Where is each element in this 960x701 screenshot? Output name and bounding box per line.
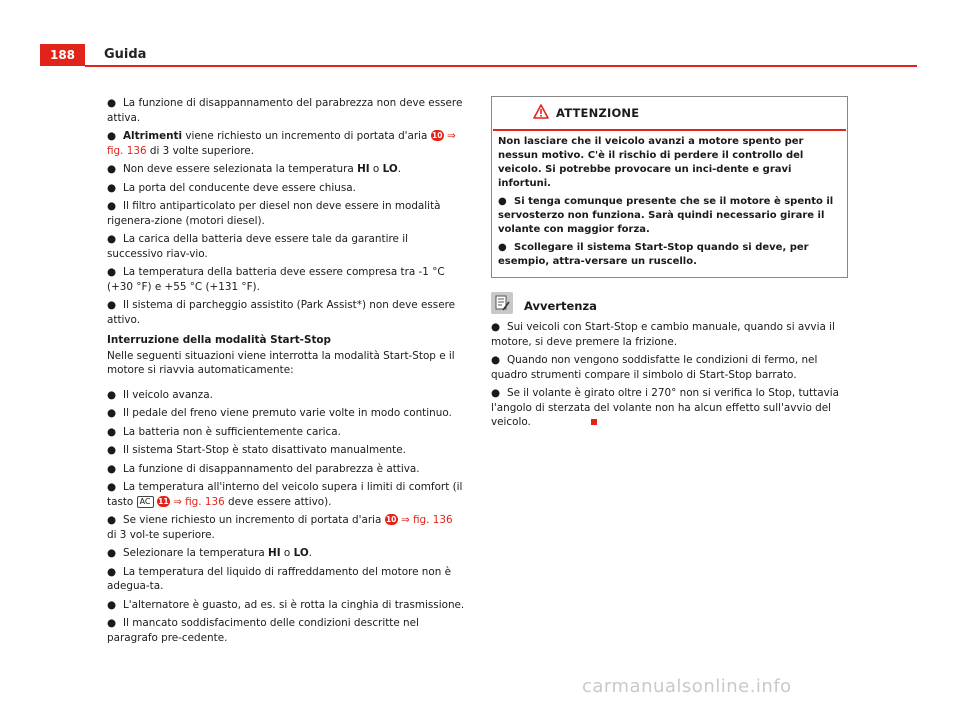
section-heading: Interruzione della modalità Start-Stop	[107, 334, 331, 346]
item-text: Il mancato soddisfacimento delle condizioni descritte nel paragrafo pre-cedente.	[107, 617, 419, 644]
item-text: .	[308, 547, 312, 559]
item-text: La funzione di disappannamento del parabrezza non deve essere attiva.	[107, 97, 463, 124]
callout-number-icon: 10	[385, 515, 397, 524]
item-text: o	[280, 547, 294, 559]
list-item	[107, 443, 465, 458]
item-text: deve essere attivo).	[224, 495, 332, 508]
warning-item-text: Si tenga comunque presente che se il motore è spento il servosterzo non funziona. Sarà quindi necessario girare il volante con maggior forza.	[498, 196, 834, 235]
list-item	[107, 406, 465, 421]
right-column	[491, 96, 848, 434]
item-text: La porta del conducente deve essere chiusa.	[123, 181, 356, 194]
item-text: La temperatura del liquido di raffreddamento del motore non è adegua-ta.	[107, 565, 452, 592]
bullet: ●	[107, 266, 117, 278]
bullet: ●	[107, 388, 117, 401]
warning-title: ATTENZIONE	[556, 106, 640, 120]
bullet: ●	[491, 354, 501, 366]
item-bold: HI	[357, 163, 370, 175]
list-item	[107, 598, 465, 613]
note-header	[491, 292, 848, 318]
bullet: ●	[107, 163, 117, 175]
page-number: 188	[40, 44, 85, 66]
list-item	[107, 265, 465, 294]
list-item	[107, 513, 465, 542]
item-text: La funzione di disappannamento del parabrezza è attiva.	[123, 462, 420, 475]
list-item	[107, 181, 465, 196]
item-text: Il pedale del freno viene premuto varie volte in modo continuo.	[123, 407, 452, 419]
list-item	[107, 565, 465, 594]
bullet: ●	[498, 242, 507, 253]
callout-number-icon: 10	[432, 131, 443, 140]
warning-item-text: Scollegare il sistema Start-Stop quando si deve, per esempio, attra-versare un ruscello.	[498, 242, 809, 267]
warning-box	[491, 96, 848, 278]
figure-reference-link[interactable]: ⇒ fig. 136	[169, 495, 225, 508]
item-bold: LO	[382, 163, 398, 175]
list-item	[107, 425, 465, 440]
bullet: ●	[107, 299, 117, 311]
list-item	[107, 546, 465, 561]
header-rule	[85, 65, 917, 67]
list-item	[107, 388, 465, 403]
paragraph: Nelle seguenti situazioni viene interrotta la modalità Start-Stop e il motore si riavvia automaticamente:	[107, 349, 455, 376]
ac-key-icon: AC	[137, 496, 154, 508]
item-bold: HI	[268, 547, 281, 559]
note-item	[491, 353, 848, 382]
item-text: Il veicolo avanza.	[123, 388, 213, 401]
bullet: ●	[498, 196, 507, 207]
item-text: La batteria non è sufficientemente carica.	[123, 425, 341, 438]
note-item-text: Sui veicoli con Start-Stop e cambio manuale, quando si avvia il motore, si deve premere la frizione.	[491, 321, 835, 348]
bullet: ●	[107, 598, 117, 611]
note-item-text: Se il volante è girato oltre i 270° non si verifica lo Stop, tuttavia l'angolo di sterzata del volante non ha alcun effetto sull'avvio del veicolo.	[491, 387, 840, 428]
warning-header	[492, 97, 847, 129]
bullet: ●	[107, 181, 117, 194]
item-text: di 3 volte superiore.	[146, 144, 255, 157]
item-text: viene richiesto un incremento di portata d'aria	[182, 130, 431, 142]
item-bold: LO	[293, 547, 309, 559]
item-text: La temperatura all'interno del veicolo supera i limiti di comfort (il tasto	[107, 481, 463, 508]
list-item	[107, 298, 465, 327]
list-item	[107, 129, 465, 158]
bullet: ●	[107, 617, 117, 629]
bullet: ●	[107, 514, 117, 526]
bullet: ●	[491, 387, 501, 399]
warning-item	[498, 241, 841, 269]
bullet: ●	[107, 233, 117, 245]
section-title: Guida	[104, 47, 147, 62]
item-text: Il filtro antiparticolato per diesel non deve essere in modalità rigenera-zione (motori diesel).	[107, 200, 441, 227]
bullet: ●	[107, 481, 117, 493]
item-text: Non deve essere selezionata la temperatura	[123, 163, 358, 175]
figure-reference-link[interactable]: ⇒ fig. 136	[107, 130, 456, 157]
item-text: L'alternatore è guasto, ad es. si è rotta la cinghia di trasmissione.	[123, 598, 465, 611]
item-text: La carica della batteria deve essere tale da garantire il successivo riav-vio.	[107, 233, 408, 260]
bullet: ●	[107, 407, 117, 419]
list-item	[107, 616, 465, 645]
bullet: ●	[107, 130, 117, 142]
list-item	[107, 162, 465, 177]
bullet: ●	[107, 425, 117, 438]
item-text: Il sistema di parcheggio assistito (Park Assist*) non deve essere attivo.	[107, 299, 456, 326]
item-text: Se viene richiesto un incremento di portata d'aria	[123, 514, 385, 526]
callout-number-icon: 11	[158, 496, 169, 506]
warning-paragraph: Non lasciare che il veicolo avanzi a motore spento per nessun motivo. C'è il rischio di perdere il controllo del veicolo. Si potrebbe provocare un inci-dente e gravi infortuni.	[498, 136, 804, 189]
item-text: di 3 vol-te superiore.	[107, 528, 215, 541]
item-bold: Altrimenti	[123, 130, 183, 142]
bullet: ●	[107, 200, 117, 212]
warning-item	[498, 195, 841, 237]
item-text: .	[397, 163, 401, 175]
list-item	[107, 232, 465, 261]
left-column	[107, 96, 465, 649]
list-item	[107, 462, 465, 477]
bullet: ●	[107, 97, 117, 109]
bullet: ●	[107, 444, 117, 456]
item-text: La temperatura della batteria deve essere compresa tra -1 °C (+30 °F) e +55 °C (+131 °F).	[107, 266, 445, 293]
item-text: Il sistema Start-Stop è stato disattivato manualmente.	[123, 444, 406, 456]
list-item	[107, 480, 465, 509]
item-text: Selezionare la temperatura	[123, 547, 269, 559]
note-item	[491, 320, 848, 349]
list-item	[107, 96, 465, 125]
item-text: o	[369, 163, 383, 175]
bullet: ●	[491, 321, 501, 333]
bullet: ●	[107, 565, 117, 578]
warning-body	[492, 131, 847, 277]
list-item	[107, 199, 465, 228]
end-of-section-icon	[591, 419, 597, 425]
figure-reference-link[interactable]: ⇒ fig. 136	[397, 514, 453, 526]
note-item	[491, 386, 848, 430]
note-item-text: Quando non vengono soddisfatte le condizioni di fermo, nel quadro strumenti compare il simbolo di Start-Stop barrato.	[491, 354, 818, 381]
bullet: ●	[107, 462, 117, 475]
bullet: ●	[107, 547, 117, 559]
warning-icon	[533, 104, 549, 124]
note-icon	[491, 292, 513, 314]
note-title: Avvertenza	[524, 299, 597, 313]
watermark: carmanualsonline.info	[582, 676, 792, 697]
